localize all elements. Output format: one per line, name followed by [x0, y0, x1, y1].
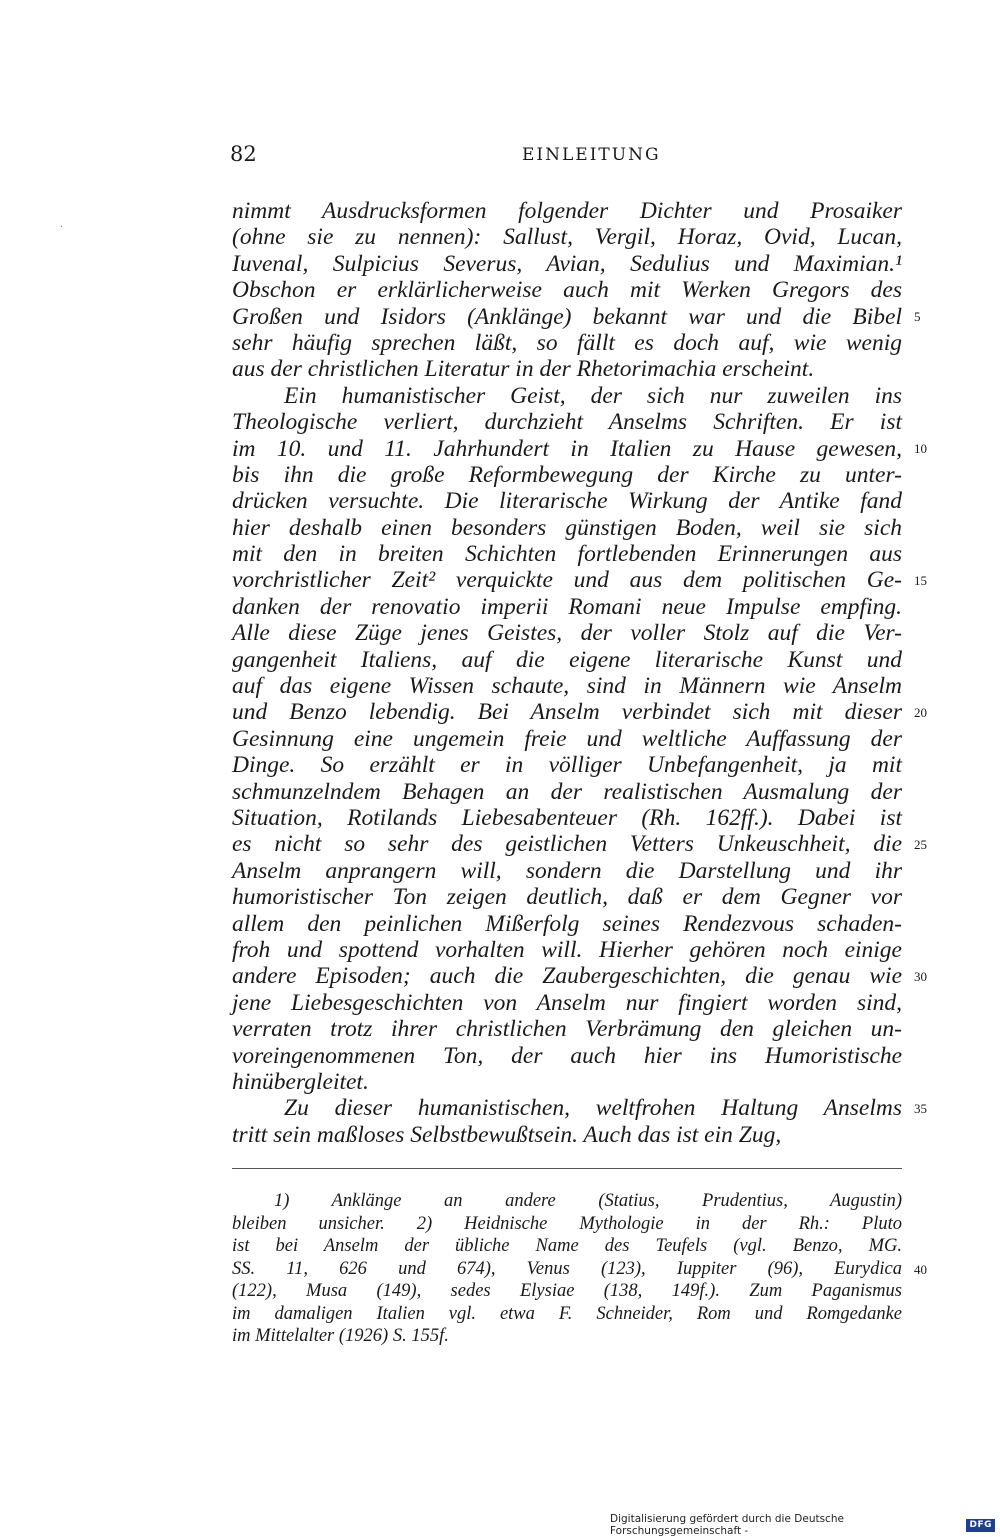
line-number: 30	[914, 968, 927, 984]
text-line: schmunzelndem Behagen an der realistischen Ausmalung der	[232, 778, 902, 805]
text-line: hinübergleitet.	[232, 1068, 369, 1095]
text-line: aus der christlichen Literatur in der Rhetorimachia erscheint.	[232, 356, 815, 383]
text-line: jene Liebesgeschichten von Anselm nur fingiert worden sind,	[232, 989, 902, 1016]
text-line: bis ihn die große Reformbewegung der Kirche zu unter-	[232, 461, 902, 488]
text-line: auf das eigene Wissen schaute, sind in Männern wie Anselm	[232, 673, 902, 700]
footnote-line: im Mittelalter (1926) S. 155f.	[232, 1326, 449, 1346]
footnote-line: 1) Anklänge an andere (Statius, Prudentius, Augustin)	[274, 1191, 902, 1211]
text-line: gangenheit Italiens, auf die eigene literarische Kunst und	[232, 646, 902, 673]
text-line: Theologische verliert, durchzieht Anselms Schriften. Er ist	[232, 409, 902, 436]
body-text	[232, 198, 902, 1148]
page-number: 82	[230, 142, 257, 166]
text-line: Iuvenal, Sulpicius Severus, Avian, Sedulius und Maximian.¹	[232, 250, 902, 277]
text-line: im 10. und 11. Jahrhundert in Italien zu Hause gewesen,	[232, 435, 902, 462]
text-line: und Benzo lebendig. Bei Anselm verbindet sich mit dieser	[232, 699, 902, 726]
footer-text: Digitalisierung gefördert durch die Deutsche Forschungsgemeinschaft -	[610, 1513, 844, 1537]
footnote-line: SS. 11, 626 und 674), Venus (123), Iuppiter (96), Eurydica	[232, 1258, 902, 1279]
text-line: sehr häufig sprechen läßt, so fällt es doch auf, wie wenig	[232, 329, 902, 356]
text-line: verraten trotz ihrer christlichen Verbrämung den gleichen un-	[232, 1016, 902, 1043]
text-line: es nicht so sehr des geistlichen Vetters Unkeuschheit, die	[232, 831, 902, 858]
text-line: hier deshalb einen besonders günstigen Boden, weil sie sich	[232, 514, 902, 541]
text-line: Gesinnung eine ungemein freie und weltliche Auffassung der	[232, 725, 902, 752]
line-number: 10	[914, 440, 927, 456]
line-number: 35	[914, 1100, 927, 1116]
text-line: Ein humanistischer Geist, der sich nur zuweilen ins	[284, 382, 902, 409]
text-line: Dinge. So erzählt er in völliger Unbefangenheit, ja mit	[232, 752, 902, 779]
text-line: (ohne sie zu nennen): Sallust, Vergil, Horaz, Ovid, Lucan,	[232, 224, 902, 251]
text-line: andere Episoden; auch die Zaubergeschichten, die genau wie	[232, 963, 902, 990]
line-number: 15	[914, 572, 927, 588]
text-line: vorchristlicher Zeit² verquickte und aus dem politischen Ge-	[232, 567, 902, 594]
running-head: EINLEITUNG	[522, 145, 661, 165]
text-line: humoristischer Ton zeigen deutlich, daß er dem Gegner vor	[232, 884, 902, 911]
scan-speck: ·	[60, 222, 64, 233]
footnote-line: (122), Musa (149), sedes Elysiae (138, 149f.). Zum Paganismus	[232, 1281, 902, 1301]
line-number: 20	[914, 704, 927, 720]
dfg-logo: DFG	[966, 1519, 995, 1532]
footnote-line: im damaligen Italien vgl. etwa F. Schneider, Rom und Romgedanke	[232, 1303, 902, 1324]
text-line: voreingenommenen Ton, der auch hier ins Humoristische	[232, 1042, 902, 1069]
footnote-divider	[232, 1168, 902, 1169]
text-line: Zu dieser humanistischen, weltfrohen Haltung Anselms	[284, 1095, 902, 1122]
text-line: drücken versuchte. Die literarische Wirkung der Antike fand	[232, 488, 902, 515]
footnote-line: bleiben unsicher. 2) Heidnische Mythologie in der Rh.: Pluto	[232, 1213, 902, 1234]
footnote-line: ist bei Anselm der übliche Name des Teufels (vgl. Benzo, MG.	[232, 1236, 902, 1256]
line-number: 25	[914, 836, 927, 852]
text-line: Situation, Rotilands Liebesabenteuer (Rh. 162ff.). Dabei ist	[232, 804, 902, 831]
text-line: tritt sein maßloses Selbstbewußtsein. Auch das ist ein Zug,	[232, 1121, 782, 1148]
text-line: Alle diese Züge jenes Geistes, der voller Stolz auf die Ver-	[232, 620, 902, 647]
line-number: 40	[914, 1261, 927, 1277]
digitization-footer	[610, 1513, 995, 1537]
text-line: Großen und Isidors (Anklänge) bekannt war und die Bibel	[232, 303, 902, 330]
text-line: nimmt Ausdrucksformen folgender Dichter und Prosaiker	[232, 198, 902, 224]
text-line: allem den peinlichen Mißerfolg seines Rendezvous schaden-	[232, 910, 902, 937]
text-line: danken der renovatio imperii Romani neue Impulse empfing.	[232, 593, 902, 620]
footnotes	[232, 1190, 902, 1348]
line-number: 5	[914, 308, 921, 324]
text-line: Obschon er erklärlicherweise auch mit Werken Gregors des	[232, 277, 902, 304]
text-line: mit den in breiten Schichten fortlebenden Erinnerungen aus	[232, 541, 902, 568]
text-line: froh und spottend vorhalten will. Hierher gehören noch einige	[232, 936, 902, 963]
text-line: Anselm anprangern will, sondern die Darstellung und ihr	[232, 857, 902, 884]
